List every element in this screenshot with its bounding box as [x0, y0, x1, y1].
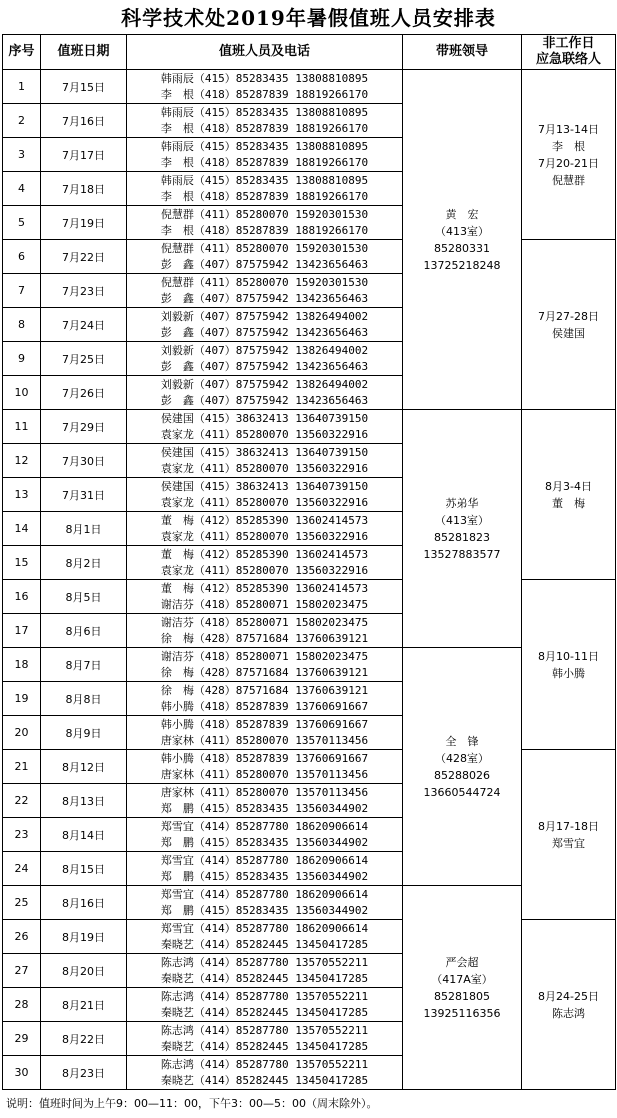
row-staff — [127, 852, 403, 886]
leader-phone: 85281823 — [434, 530, 490, 544]
staff-secondary: 彭 鑫（407）87575942 13423656463 — [160, 359, 369, 373]
leader-phone: 85281805 — [434, 989, 490, 1003]
staff-secondary: 郑 鹏（415）85283435 13560344902 — [160, 869, 369, 883]
staff-primary: 刘毅新（407）87575942 13826494002 — [160, 309, 369, 323]
row-seq: 16 — [3, 580, 41, 614]
row-staff — [127, 512, 403, 546]
header-row — [3, 35, 616, 70]
row-staff — [127, 206, 403, 240]
row-seq: 30 — [3, 1056, 41, 1090]
row-date: 8月6日 — [41, 614, 127, 648]
leader-cell — [403, 886, 522, 1090]
leader-phone: 85288026 — [434, 768, 490, 782]
staff-secondary: 秦晓艺（414）85282445 13450417285 — [160, 1039, 369, 1053]
leader-mobile: 13527883577 — [423, 547, 501, 561]
row-date: 8月14日 — [41, 818, 127, 852]
contact-line2: 韩小腾 — [552, 666, 585, 680]
staff-secondary: 李 根（418）85287839 18819266170 — [160, 155, 369, 169]
staff-primary: 董 梅（412）85285390 13602414573 — [160, 547, 369, 561]
row-staff — [127, 546, 403, 580]
row-date: 7月30日 — [41, 444, 127, 478]
contact-cell — [522, 920, 616, 1090]
leader-name: 黄 宏 — [445, 207, 479, 221]
staff-primary: 韩雨辰（415）85283435 13808810895 — [160, 139, 369, 153]
header-leader: 带班领导 — [403, 35, 522, 70]
row-staff — [127, 818, 403, 852]
contact-line2: 李 根 — [552, 139, 585, 153]
row-staff — [127, 342, 403, 376]
contact-cell — [522, 240, 616, 410]
contact-line2: 侯建国 — [552, 326, 585, 340]
staff-primary: 董 梅（412）85285390 13602414573 — [160, 581, 369, 595]
row-date: 7月23日 — [41, 274, 127, 308]
row-seq: 14 — [3, 512, 41, 546]
header-seq: 序号 — [3, 35, 41, 70]
staff-secondary: 彭 鑫（407）87575942 13423656463 — [160, 393, 369, 407]
row-date: 7月31日 — [41, 478, 127, 512]
staff-secondary: 唐家林（411）85280070 13570113456 — [160, 767, 369, 781]
row-staff — [127, 410, 403, 444]
row-staff — [127, 784, 403, 818]
staff-secondary: 秦晓艺（414）85282445 13450417285 — [160, 1073, 369, 1087]
staff-primary: 郑雪宜（414）85287780 18620906614 — [160, 887, 369, 901]
row-seq: 28 — [3, 988, 41, 1022]
staff-primary: 倪慧群（411）85280070 15920301530 — [160, 241, 369, 255]
row-staff — [127, 648, 403, 682]
duty-schedule-table — [2, 34, 616, 1090]
staff-secondary: 袁家龙（411）85280070 13560322916 — [160, 529, 369, 543]
staff-secondary: 袁家龙（411）85280070 13560322916 — [160, 495, 369, 509]
staff-secondary: 彭 鑫（407）87575942 13423656463 — [160, 291, 369, 305]
row-seq: 2 — [3, 104, 41, 138]
leader-room: （413室） — [435, 513, 489, 527]
contact-line1: 8月24-25日 — [538, 989, 599, 1003]
row-date: 7月19日 — [41, 206, 127, 240]
staff-primary: 韩小腾（418）85287839 13760691667 — [160, 751, 369, 765]
row-date: 8月19日 — [41, 920, 127, 954]
row-seq: 29 — [3, 1022, 41, 1056]
row-staff — [127, 274, 403, 308]
row-staff — [127, 70, 403, 104]
row-seq: 19 — [3, 682, 41, 716]
staff-primary: 倪慧群（411）85280070 15920301530 — [160, 207, 369, 221]
staff-primary: 谢洁芬（418）85280071 15802023475 — [160, 649, 369, 663]
row-staff — [127, 954, 403, 988]
header-contact-line2: 应急联络人 — [535, 52, 601, 67]
staff-primary: 韩雨辰（415）85283435 13808810895 — [160, 105, 369, 119]
row-date: 7月15日 — [41, 70, 127, 104]
header-contact — [522, 35, 616, 70]
leader-mobile: 13725218248 — [423, 258, 501, 272]
row-seq: 8 — [3, 308, 41, 342]
row-seq: 17 — [3, 614, 41, 648]
row-seq: 10 — [3, 376, 41, 410]
leader-room: （417A室） — [431, 972, 493, 986]
row-date: 8月15日 — [41, 852, 127, 886]
table-row — [3, 580, 616, 614]
row-seq: 5 — [3, 206, 41, 240]
row-staff — [127, 104, 403, 138]
row-date: 7月16日 — [41, 104, 127, 138]
staff-secondary: 徐 梅（428）87571684 13760639121 — [160, 631, 369, 645]
contact-cell — [522, 750, 616, 920]
contact-line1: 7月27-28日 — [538, 309, 599, 323]
contact-line2: 郑雪宜 — [552, 836, 585, 850]
row-seq: 11 — [3, 410, 41, 444]
row-date: 8月13日 — [41, 784, 127, 818]
row-seq: 25 — [3, 886, 41, 920]
row-staff — [127, 308, 403, 342]
staff-secondary: 唐家林（411）85280070 13570113456 — [160, 733, 369, 747]
contact-line3: 7月20-21日 — [538, 156, 599, 170]
row-date: 8月2日 — [41, 546, 127, 580]
row-staff — [127, 172, 403, 206]
row-seq: 1 — [3, 70, 41, 104]
row-seq: 12 — [3, 444, 41, 478]
row-staff — [127, 1056, 403, 1090]
row-date: 8月20日 — [41, 954, 127, 988]
row-seq: 7 — [3, 274, 41, 308]
row-date: 7月26日 — [41, 376, 127, 410]
contact-line1: 8月3-4日 — [545, 479, 592, 493]
staff-primary: 侯建国（415）38632413 13640739150 — [160, 479, 369, 493]
leader-name: 全 锋 — [445, 734, 479, 748]
staff-primary: 陈志鸿（414）85287780 13570552211 — [160, 1057, 369, 1071]
contact-cell — [522, 70, 616, 240]
row-date: 8月5日 — [41, 580, 127, 614]
staff-secondary: 李 根（418）85287839 18819266170 — [160, 87, 369, 101]
row-date: 8月23日 — [41, 1056, 127, 1090]
row-staff — [127, 886, 403, 920]
footnote: 说明：值班时间为上午9：00—11：00，下午3：00—5：00（周末除外）。 — [6, 1097, 378, 1110]
staff-secondary: 袁家龙（411）85280070 13560322916 — [160, 427, 369, 441]
table-row — [3, 750, 616, 784]
row-staff — [127, 376, 403, 410]
staff-primary: 郑雪宜（414）85287780 18620906614 — [160, 921, 369, 935]
leader-mobile: 13660544724 — [423, 785, 501, 799]
page-title: 科学技术处2019年暑假值班人员安排表 — [121, 6, 496, 30]
row-seq: 20 — [3, 716, 41, 750]
staff-secondary: 谢洁芬（418）85280071 15802023475 — [160, 597, 369, 611]
contact-cell — [522, 410, 616, 580]
contact-cell — [522, 580, 616, 750]
staff-secondary: 徐 梅（428）87571684 13760639121 — [160, 665, 369, 679]
staff-secondary: 李 根（418）85287839 18819266170 — [160, 121, 369, 135]
staff-primary: 刘毅新（407）87575942 13826494002 — [160, 343, 369, 357]
row-seq: 9 — [3, 342, 41, 376]
row-staff — [127, 614, 403, 648]
table-row — [3, 920, 616, 954]
staff-secondary: 李 根（418）85287839 18819266170 — [160, 223, 369, 237]
row-seq: 6 — [3, 240, 41, 274]
staff-primary: 韩雨辰（415）85283435 13808810895 — [160, 173, 369, 187]
leader-phone: 85280331 — [434, 241, 490, 255]
table-row — [3, 240, 616, 274]
staff-secondary: 郑 鹏（415）85283435 13560344902 — [160, 801, 369, 815]
staff-secondary: 韩小腾（418）85287839 13760691667 — [160, 699, 369, 713]
staff-primary: 郑雪宜（414）85287780 18620906614 — [160, 819, 369, 833]
contact-line2: 董 梅 — [552, 496, 585, 510]
row-seq: 26 — [3, 920, 41, 954]
row-date: 7月18日 — [41, 172, 127, 206]
staff-primary: 陈志鸿（414）85287780 13570552211 — [160, 1023, 369, 1037]
leader-name: 严会超 — [445, 955, 479, 969]
contact-line1: 8月17-18日 — [538, 819, 599, 833]
row-staff — [127, 716, 403, 750]
leader-name: 苏弟华 — [445, 496, 479, 510]
staff-secondary: 秦晓艺（414）85282445 13450417285 — [160, 937, 369, 951]
row-seq: 3 — [3, 138, 41, 172]
row-date: 8月7日 — [41, 648, 127, 682]
row-staff — [127, 580, 403, 614]
leader-mobile: 13925116356 — [423, 1006, 501, 1020]
row-date: 8月8日 — [41, 682, 127, 716]
row-date: 7月24日 — [41, 308, 127, 342]
row-staff — [127, 138, 403, 172]
staff-primary: 徐 梅（428）87571684 13760639121 — [160, 683, 369, 697]
staff-primary: 陈志鸿（414）85287780 13570552211 — [160, 989, 369, 1003]
row-staff — [127, 682, 403, 716]
leader-cell — [403, 70, 522, 410]
row-staff — [127, 240, 403, 274]
staff-primary: 郑雪宜（414）85287780 18620906614 — [160, 853, 369, 867]
staff-primary: 董 梅（412）85285390 13602414573 — [160, 513, 369, 527]
header-date: 值班日期 — [41, 35, 127, 70]
staff-secondary: 彭 鑫（407）87575942 13423656463 — [160, 325, 369, 339]
row-staff — [127, 920, 403, 954]
staff-primary: 韩雨辰（415）85283435 13808810895 — [160, 71, 369, 85]
staff-primary: 倪慧群（411）85280070 15920301530 — [160, 275, 369, 289]
row-seq: 18 — [3, 648, 41, 682]
staff-secondary: 秦晓艺（414）85282445 13450417285 — [160, 971, 369, 985]
staff-primary: 刘毅新（407）87575942 13826494002 — [160, 377, 369, 391]
leader-cell — [403, 410, 522, 648]
row-seq: 13 — [3, 478, 41, 512]
row-date: 8月9日 — [41, 716, 127, 750]
row-date: 8月1日 — [41, 512, 127, 546]
row-staff — [127, 1022, 403, 1056]
row-seq: 24 — [3, 852, 41, 886]
row-seq: 15 — [3, 546, 41, 580]
staff-primary: 陈志鸿（414）85287780 13570552211 — [160, 955, 369, 969]
staff-primary: 谢洁芬（418）85280071 15802023475 — [160, 615, 369, 629]
row-date: 7月22日 — [41, 240, 127, 274]
table-row — [3, 410, 616, 444]
row-staff — [127, 988, 403, 1022]
staff-primary: 唐家林（411）85280070 13570113456 — [160, 785, 369, 799]
row-seq: 4 — [3, 172, 41, 206]
row-seq: 21 — [3, 750, 41, 784]
row-staff — [127, 750, 403, 784]
row-seq: 22 — [3, 784, 41, 818]
leader-cell — [403, 648, 522, 886]
row-date: 8月16日 — [41, 886, 127, 920]
table-row — [3, 70, 616, 104]
leader-room: （413室） — [435, 224, 489, 238]
row-seq: 27 — [3, 954, 41, 988]
staff-secondary: 袁家龙（411）85280070 13560322916 — [160, 563, 369, 577]
row-staff — [127, 478, 403, 512]
staff-primary: 侯建国（415）38632413 13640739150 — [160, 411, 369, 425]
staff-secondary: 郑 鹏（415）85283435 13560344902 — [160, 835, 369, 849]
row-date: 8月22日 — [41, 1022, 127, 1056]
row-date: 8月12日 — [41, 750, 127, 784]
row-seq: 23 — [3, 818, 41, 852]
row-date: 7月29日 — [41, 410, 127, 444]
contact-line1: 7月13-14日 — [538, 122, 599, 136]
leader-room: （428室） — [435, 751, 489, 765]
row-date: 7月17日 — [41, 138, 127, 172]
row-date: 8月21日 — [41, 988, 127, 1022]
header-contact-line1: 非工作日 — [542, 36, 595, 51]
staff-secondary: 袁家龙（411）85280070 13560322916 — [160, 461, 369, 475]
staff-primary: 韩小腾（418）85287839 13760691667 — [160, 717, 369, 731]
staff-secondary: 李 根（418）85287839 18819266170 — [160, 189, 369, 203]
contact-line1: 8月10-11日 — [538, 649, 599, 663]
contact-line2: 陈志鸿 — [552, 1006, 585, 1020]
contact-line4: 倪慧群 — [552, 173, 585, 187]
row-date: 7月25日 — [41, 342, 127, 376]
header-staff: 值班人员及电话 — [127, 35, 403, 70]
staff-secondary: 郑 鹏（415）85283435 13560344902 — [160, 903, 369, 917]
staff-primary: 侯建国（415）38632413 13640739150 — [160, 445, 369, 459]
staff-secondary: 秦晓艺（414）85282445 13450417285 — [160, 1005, 369, 1019]
staff-secondary: 彭 鑫（407）87575942 13423656463 — [160, 257, 369, 271]
row-staff — [127, 444, 403, 478]
